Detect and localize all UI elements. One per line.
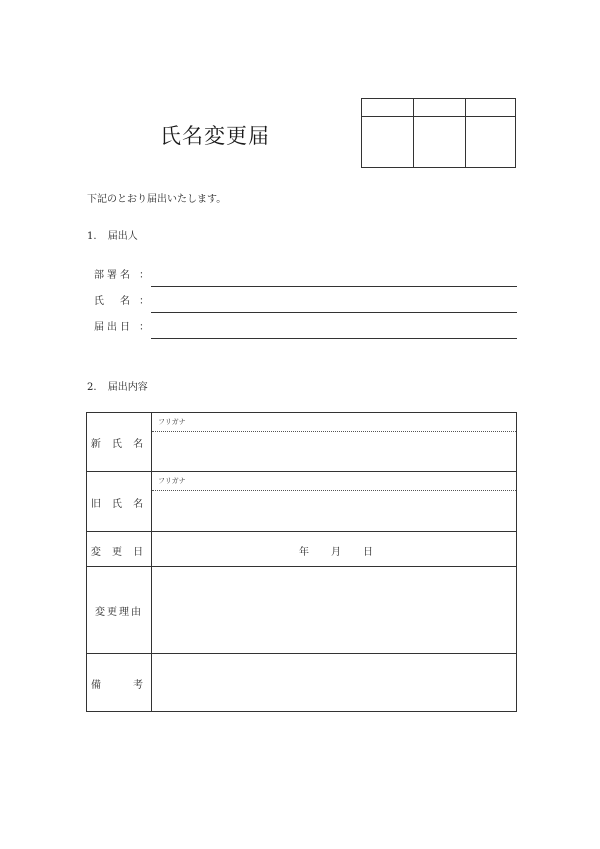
department-label: 部署名 ：	[94, 270, 153, 281]
section-applicant-heading	[87, 227, 138, 242]
approval-stamp-table	[361, 98, 516, 168]
applicant-name-label: 氏 名 ：	[94, 296, 153, 307]
date-day: 日	[363, 547, 373, 558]
intro-text: 下記のとおり届出いたします。	[87, 194, 227, 205]
old-name-furigana-label: フリガナ	[158, 477, 186, 485]
section-label: 届出人	[107, 231, 138, 242]
new-name-furigana-divider	[152, 431, 516, 432]
old-name-furigana-divider	[152, 490, 516, 491]
section-number: 1.	[87, 231, 97, 242]
document-title: 氏名変更届	[160, 124, 270, 148]
remarks-label: 備 考	[91, 680, 147, 691]
department-input-line[interactable]	[151, 286, 517, 287]
row-divider	[87, 531, 516, 532]
old-name-label: 旧 氏 名	[90, 499, 148, 510]
label-column-divider	[151, 413, 152, 711]
submission-date-input-line[interactable]	[151, 338, 517, 339]
row-divider	[87, 653, 516, 654]
new-name-furigana-label: フリガナ	[158, 418, 186, 426]
row-divider	[87, 471, 516, 472]
submission-date-label: 届出日 ：	[94, 322, 153, 333]
date-month: 月	[331, 547, 341, 558]
stamp-column-divider	[465, 99, 466, 167]
applicant-name-input-line[interactable]	[151, 312, 517, 313]
date-year: 年	[299, 547, 309, 558]
details-table	[86, 412, 517, 712]
change-reason-label: 変更理由	[95, 607, 143, 618]
stamp-header-divider	[362, 116, 515, 117]
row-divider	[87, 566, 516, 567]
change-date-label: 変 更 日	[90, 547, 148, 558]
stamp-column-divider	[413, 99, 414, 167]
section-details-heading	[87, 378, 148, 393]
section-number: 2.	[87, 382, 97, 393]
new-name-label: 新 氏 名	[90, 439, 148, 450]
section-label: 届出内容	[107, 382, 148, 393]
